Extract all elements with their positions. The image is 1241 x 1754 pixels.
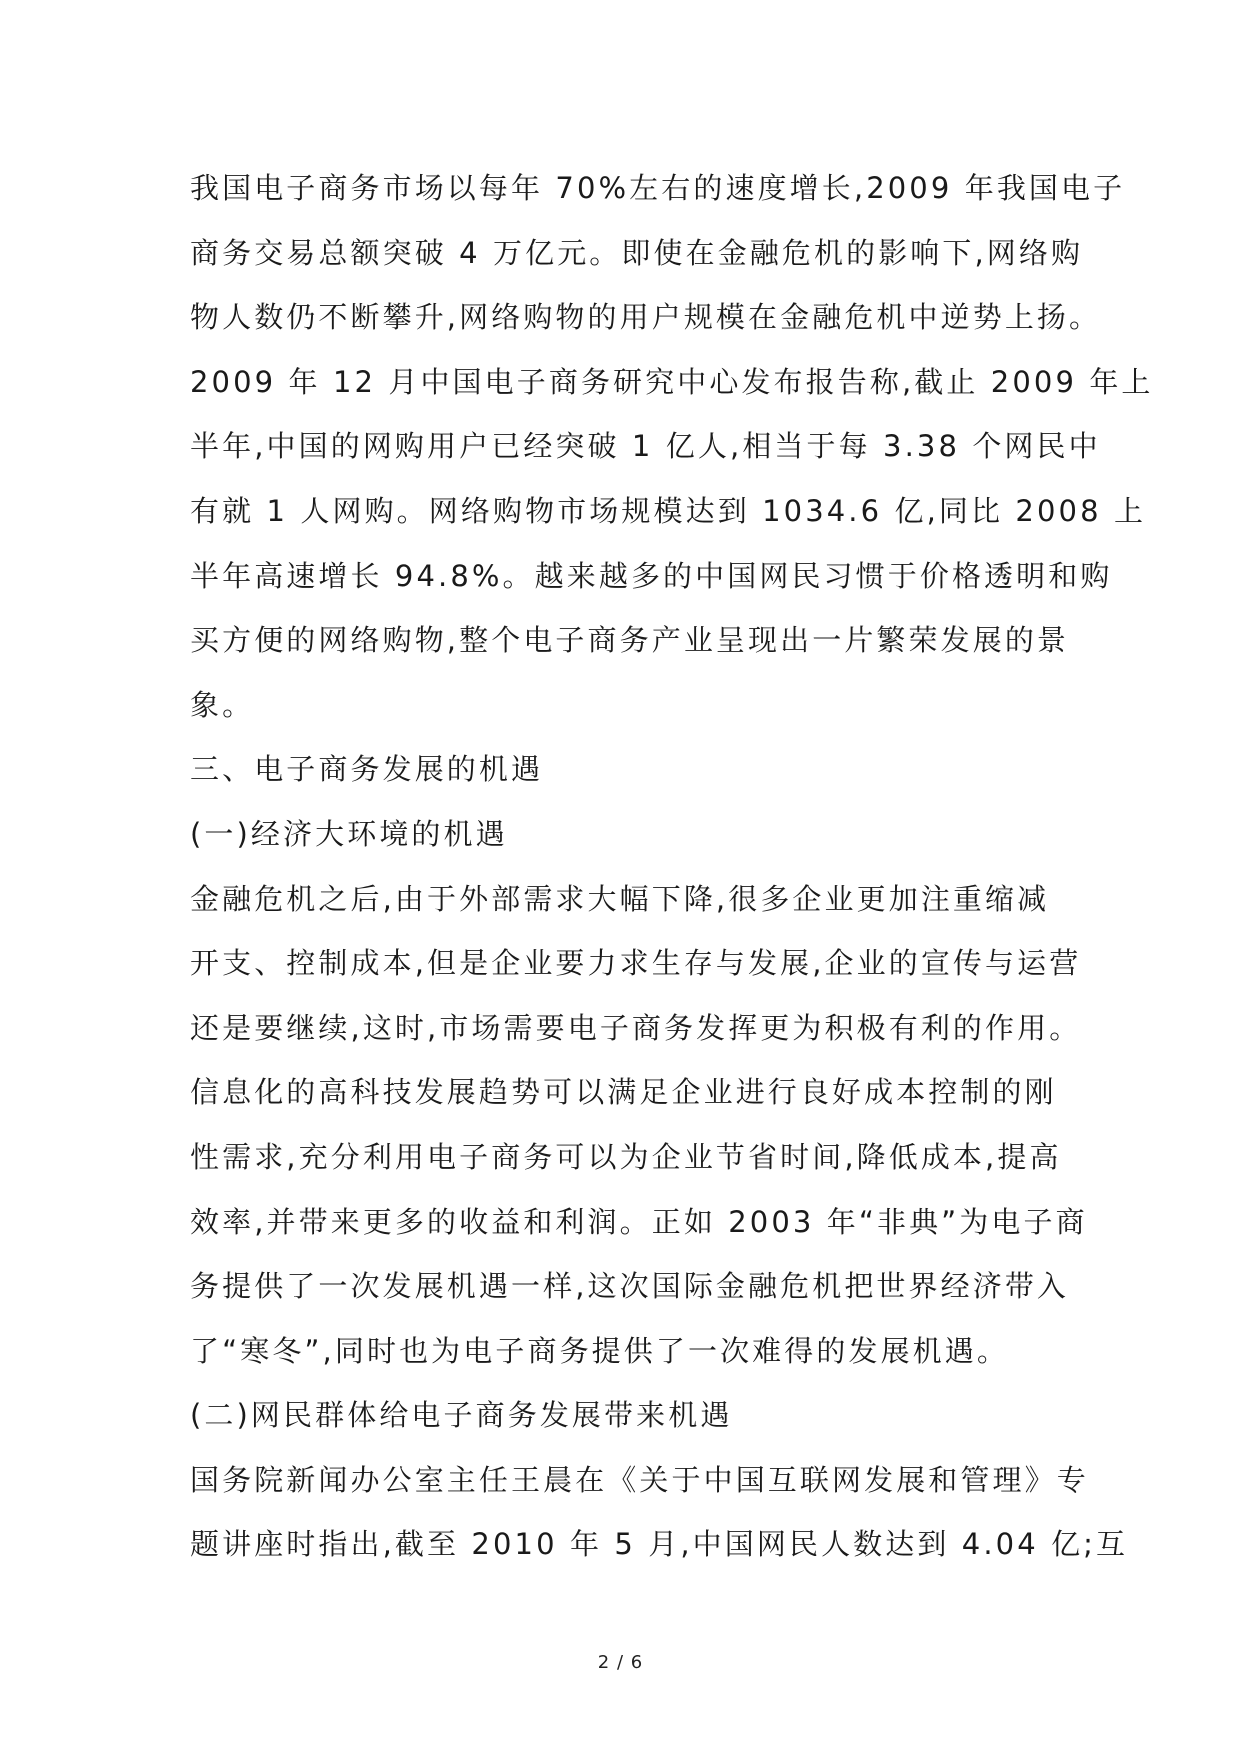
text-line: 国务院新闻办公室主任王晨在《关于中国互联网发展和管理》专 — [190, 1462, 1089, 1497]
text-line: 象。 — [190, 687, 255, 722]
text-line: 题讲座时指出,截至 2010 年 5 月,中国网民人数达到 4.04 亿;互 — [190, 1527, 1129, 1562]
text-line: 商务交易总额突破 4 万亿元。即使在金融危机的影响下,网络购 — [190, 235, 1084, 270]
text-line: 2009 年 12 月中国电子商务研究中心发布报告称,截止 2009 年上 — [190, 364, 1154, 399]
text-line: 物人数仍不断攀升,网络购物的用户规模在金融危机中逆势上扬。 — [190, 300, 1102, 335]
section-heading: 三、电子商务发展的机遇 — [190, 752, 544, 787]
text-line: 信息化的高科技发展趋势可以满足企业进行良好成本控制的刚 — [190, 1075, 1057, 1110]
document-body — [190, 156, 1154, 1577]
text-line: 还是要继续,这时,市场需要电子商务发挥更为积极有利的作用。 — [190, 1010, 1082, 1045]
text-line: 金融危机之后,由于外部需求大幅下降,很多企业更加注重缩减 — [190, 881, 1050, 916]
text-line: 务提供了一次发展机遇一样,这次国际金融危机把世界经济带入 — [190, 1269, 1070, 1304]
text-line: 开支、控制成本,但是企业要力求生存与发展,企业的宣传与运营 — [190, 946, 1082, 981]
subsection-heading: (二)网民群体给电子商务发展带来机遇 — [190, 1398, 733, 1433]
text-line: 有就 1 人网购。网络购物市场规模达到 1034.6 亿,同比 2008 上 — [190, 493, 1147, 528]
text-line: 买方便的网络购物,整个电子商务产业呈现出一片繁荣发展的景 — [190, 623, 1070, 658]
text-line: 我国电子商务市场以每年 70%左右的速度增长,2009 年我国电子 — [190, 171, 1126, 205]
text-line: 性需求,充分利用电子商务可以为企业节省时间,降低成本,提高 — [190, 1139, 1062, 1174]
text-line: 效率,并带来更多的收益和利润。正如 2003 年“非典”为电子商 — [190, 1204, 1088, 1239]
subsection-heading: (一)经济大环境的机遇 — [190, 816, 508, 851]
text-line: 半年,中国的网购用户已经突破 1 亿人,相当于每 3.38 个网民中 — [190, 429, 1101, 464]
text-line: 半年高速增长 94.8%。越来越多的中国网民习惯于价格透明和购 — [190, 558, 1113, 593]
text-line: 了“寒冬”,同时也为电子商务提供了一次难得的发展机遇。 — [190, 1333, 1009, 1368]
page-number: 2 / 6 — [597, 1652, 644, 1673]
